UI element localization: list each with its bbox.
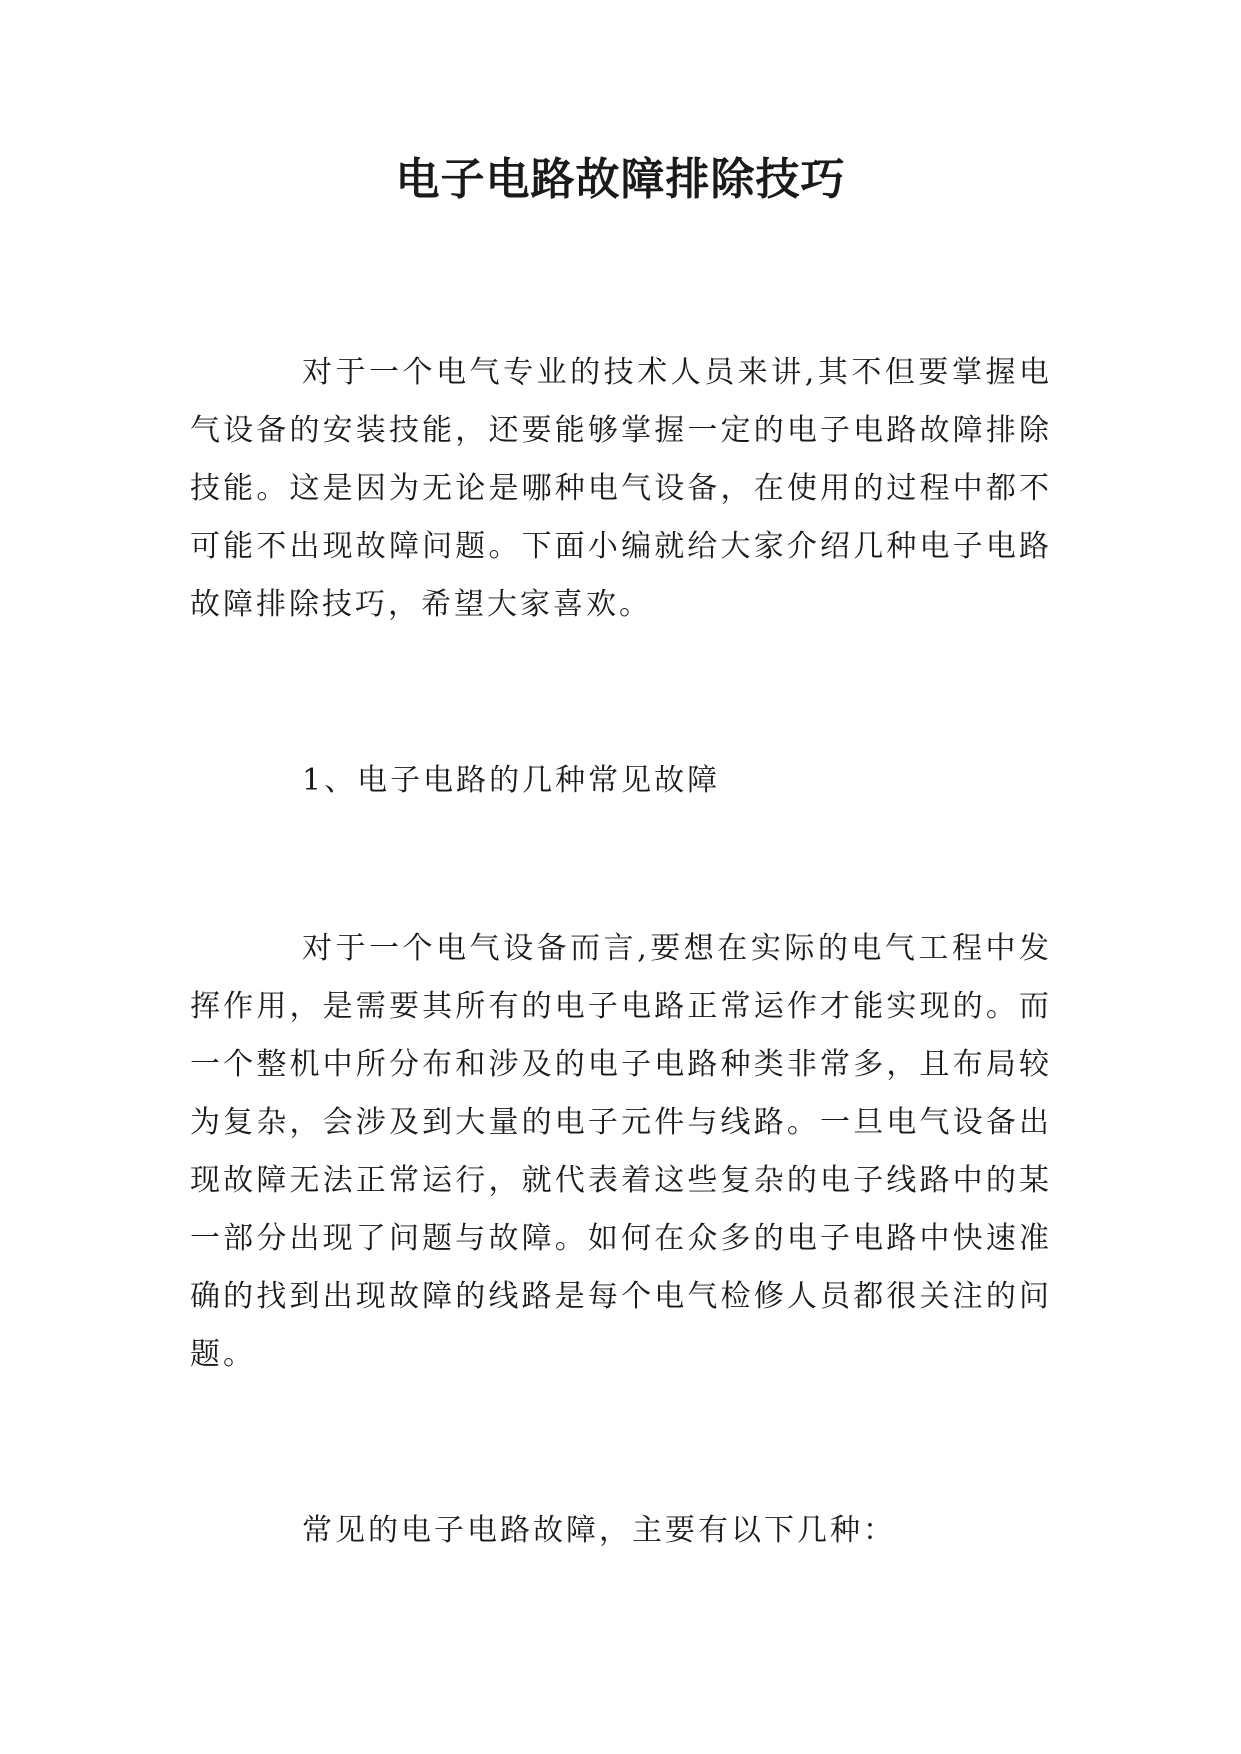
page-title: 电子电路故障排除技巧 — [395, 154, 846, 205]
section-heading: 1、电子电路的几种常见故障 — [302, 763, 721, 798]
list-lead-paragraph: 常见的电子电路故障，主要有以下几种： — [302, 1513, 896, 1548]
intro-paragraph: 对于一个电气专业的技术人员来讲,其不但要掌握电气设备的安装技能，还要能够掌握一定的电子电路故障排除技能。这是因为无论是哪种电气设备，在使用的过程中都不可能不出现故障问题。下面小编就给大家介绍几种电子电路故障排除技巧，希望大家喜欢。 — [190, 355, 1052, 622]
body-paragraph: 对于一个电气设备而言,要想在实际的电气工程中发挥作用，是需要其所有的电子电路正常运作才能实现的。而一个整机中所分布和涉及的电子电路种类非常多，且布局较为复杂，会涉及到大量的电子元件与线路。一旦电气设备出现故障无法正常运行，就代表着这些复杂的电子线路中的某一部分出现了问题与故障。如何在众多的电子电路中快速准确的找到出现故障的线路是每个电气检修人员都很关注的问题。 — [190, 931, 1052, 1372]
